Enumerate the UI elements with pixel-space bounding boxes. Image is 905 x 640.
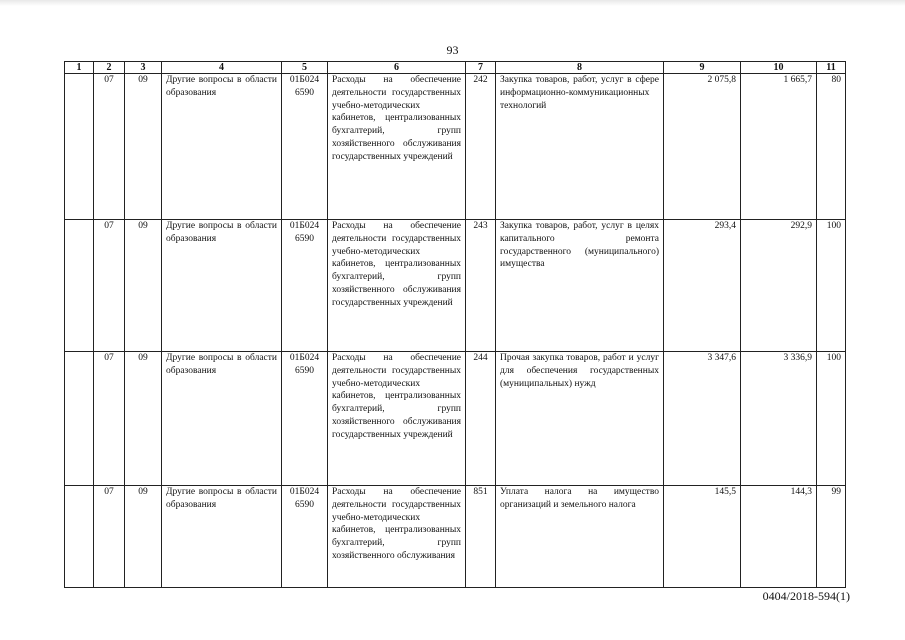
expense-type-code-cell: 243 bbox=[466, 220, 496, 352]
subsection-cell: 09 bbox=[125, 74, 162, 220]
planned-amount-cell: 145,5 bbox=[664, 486, 741, 588]
actual-amount-cell: 292,9 bbox=[741, 220, 817, 352]
col-header: 1 bbox=[65, 62, 94, 74]
section-cell: 07 bbox=[94, 486, 125, 588]
planned-amount-cell: 2 075,8 bbox=[664, 74, 741, 220]
subsection-cell: 09 bbox=[125, 486, 162, 588]
col-header: 10 bbox=[741, 62, 817, 74]
row-number-cell bbox=[65, 352, 94, 486]
col-header: 8 bbox=[496, 62, 664, 74]
section-name-cell: Другие вопросы в области образования bbox=[162, 220, 282, 352]
section-name-cell: Другие вопросы в области образования bbox=[162, 486, 282, 588]
target-name-cell: Расходы на обеспечение деятельности государственных учебно-методических кабинетов, централизованных бухгалтерий, групп хозяйственного обслуживания государственных учреждений bbox=[328, 220, 466, 352]
col-header: 4 bbox=[162, 62, 282, 74]
section-cell: 07 bbox=[94, 74, 125, 220]
section-name-cell: Другие вопросы в области образования bbox=[162, 352, 282, 486]
target-name-cell: Расходы на обеспечение деятельности государственных учебно-методических кабинетов, централизованных бухгалтерий, групп хозяйственного обслуживания bbox=[328, 486, 466, 588]
target-code-cell: 01Б024 6590 bbox=[282, 352, 328, 486]
section-cell: 07 bbox=[94, 352, 125, 486]
page-number: 93 bbox=[446, 43, 459, 57]
actual-amount-cell: 1 665,7 bbox=[741, 74, 817, 220]
subsection-cell: 09 bbox=[125, 352, 162, 486]
percent-cell: 80 bbox=[817, 74, 846, 220]
col-header: 11 bbox=[817, 62, 846, 74]
target-name-cell: Расходы на обеспечение деятельности государственных учебно-методических кабинетов, централизованных бухгалтерий, групп хозяйственного обслуживания государственных учреждений bbox=[328, 74, 466, 220]
budget-table bbox=[64, 61, 846, 588]
target-code-cell: 01Б024 6590 bbox=[282, 220, 328, 352]
table-row bbox=[65, 486, 846, 588]
percent-cell: 100 bbox=[817, 220, 846, 352]
expense-type-name-cell: Закупка товаров, работ, услуг в целях капитального ремонта государственного (муниципального) имущества bbox=[496, 220, 664, 352]
actual-amount-cell: 144,3 bbox=[741, 486, 817, 588]
row-number-cell bbox=[65, 486, 94, 588]
expense-type-name-cell: Закупка товаров, работ, услуг в сфере информационно-коммуникационных технологий bbox=[496, 74, 664, 220]
row-number-cell bbox=[65, 74, 94, 220]
percent-cell: 99 bbox=[817, 486, 846, 588]
section-cell: 07 bbox=[94, 220, 125, 352]
header-row bbox=[65, 62, 846, 74]
expense-type-code-cell: 244 bbox=[466, 352, 496, 486]
target-code-cell: 01Б024 6590 bbox=[282, 74, 328, 220]
table-row bbox=[65, 220, 846, 352]
percent-cell: 100 bbox=[817, 352, 846, 486]
expense-type-code-cell: 242 bbox=[466, 74, 496, 220]
target-name-cell: Расходы на обеспечение деятельности государственных учебно-методических кабинетов, централизованных бухгалтерий, групп хозяйственного обслуживания государственных учреждений bbox=[328, 352, 466, 486]
col-header: 5 bbox=[282, 62, 328, 74]
col-header: 9 bbox=[664, 62, 741, 74]
table-row bbox=[65, 352, 846, 486]
col-header: 7 bbox=[466, 62, 496, 74]
row-number-cell bbox=[65, 220, 94, 352]
section-name-cell: Другие вопросы в области образования bbox=[162, 74, 282, 220]
subsection-cell: 09 bbox=[125, 220, 162, 352]
table-row bbox=[65, 74, 846, 220]
expense-type-name-cell: Прочая закупка товаров, работ и услуг для обеспечения государственных (муниципальных) нужд bbox=[496, 352, 664, 486]
planned-amount-cell: 293,4 bbox=[664, 220, 741, 352]
document-id: 0404/2018-594(1) bbox=[762, 589, 850, 603]
col-header: 2 bbox=[94, 62, 125, 74]
expense-type-code-cell: 851 bbox=[466, 486, 496, 588]
planned-amount-cell: 3 347,6 bbox=[664, 352, 741, 486]
target-code-cell: 01Б024 6590 bbox=[282, 486, 328, 588]
scan-edge bbox=[0, 0, 905, 6]
actual-amount-cell: 3 336,9 bbox=[741, 352, 817, 486]
expense-type-name-cell: Уплата налога на имущество организаций и земельного налога bbox=[496, 486, 664, 588]
col-header: 6 bbox=[328, 62, 466, 74]
col-header: 3 bbox=[125, 62, 162, 74]
